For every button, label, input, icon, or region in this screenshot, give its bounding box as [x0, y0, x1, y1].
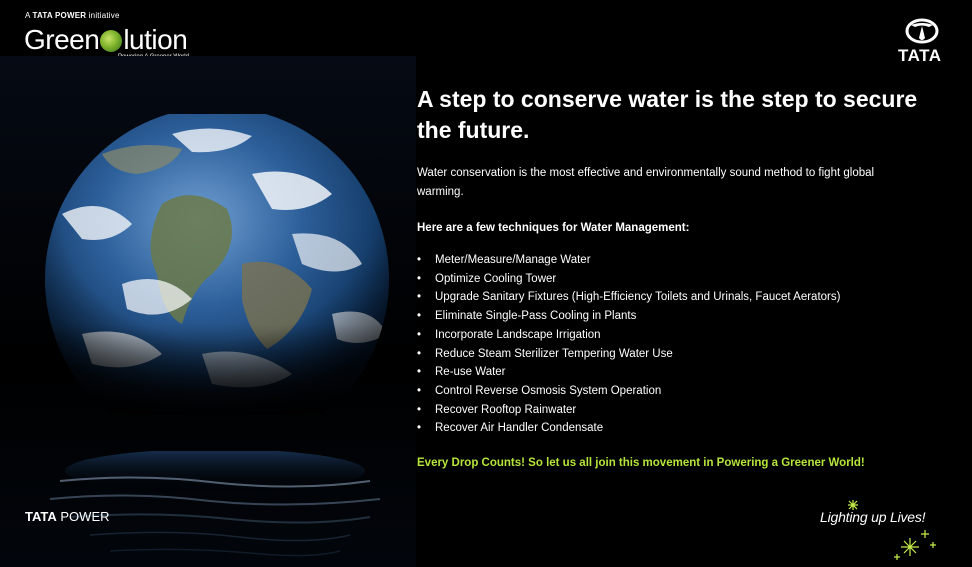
list-item	[417, 382, 840, 401]
initiative-prefix: A	[25, 11, 31, 20]
initiative-label	[25, 11, 120, 20]
bullet-icon: •	[417, 254, 422, 266]
earth-image-panel	[0, 56, 416, 567]
call-to-action: Every Drop Counts! So let us all join this movement in Powering a Greener World!	[417, 457, 865, 469]
tata-power-logo	[25, 509, 110, 524]
list-item-text: Optimize Cooling Tower	[435, 272, 557, 285]
initiative-suffix: initiative	[88, 11, 120, 20]
list-item-text: Recover Air Handler Condensate	[435, 422, 604, 435]
list-item	[417, 345, 840, 364]
initiative-brand: TATA POWER	[32, 11, 87, 20]
tata-power-bold: TATA	[25, 509, 57, 524]
list-item	[417, 326, 840, 345]
techniques-heading: Here are a few techniques for Water Management:	[417, 222, 690, 234]
tata-power-rest: POWER	[60, 509, 110, 524]
bullet-icon: •	[417, 403, 422, 416]
list-item	[417, 270, 840, 289]
techniques-list	[417, 251, 840, 438]
list-item-text: Re-use Water	[435, 366, 506, 379]
bullet-icon: •	[417, 310, 422, 323]
list-item-text: Upgrade Sanitary Fixtures (High-Efficiency Toilets and Urinals, Faucet Aerators)	[435, 291, 841, 304]
bullet-icon: •	[417, 291, 422, 304]
globe-icon	[100, 30, 122, 52]
logo-text-right: lution	[123, 24, 188, 55]
list-item-text: Reduce Steam Sterilizer Tempering Water Use	[435, 347, 673, 360]
bullet-icon: •	[417, 328, 422, 341]
list-item-text: Control Reverse Osmosis System Operation	[435, 384, 662, 397]
intro-text: Water conservation is the most effective and environmentally sound method to fight global warming.	[417, 167, 875, 198]
bullet-icon: •	[417, 272, 422, 285]
bullet-icon: •	[417, 366, 422, 379]
list-item	[417, 307, 840, 326]
list-item	[417, 401, 840, 420]
list-item	[417, 419, 840, 438]
list-item-text: Eliminate Single-Pass Cooling in Plants	[435, 310, 637, 323]
earth-image	[42, 114, 392, 414]
list-item-text: Meter/Measure/Manage Water	[435, 254, 591, 266]
bullet-icon: •	[417, 347, 422, 360]
list-item	[417, 363, 840, 382]
list-item	[417, 251, 840, 270]
list-item-text: Recover Rooftop Rainwater	[435, 403, 577, 416]
greenolution-logo	[24, 24, 187, 56]
bullet-icon: •	[417, 384, 422, 397]
lighting-slogan: Lighting up Lives!	[820, 509, 926, 525]
logo-text-left: Green	[24, 24, 100, 55]
bullet-icon: •	[417, 422, 422, 435]
tata-wordmark: TATA	[898, 46, 942, 65]
list-item	[417, 288, 840, 307]
tata-emblem-icon	[905, 18, 939, 44]
headline: A step to conserve water is the step to secure the future.	[417, 86, 918, 143]
list-item-text: Incorporate Landscape Irrigation	[435, 328, 601, 341]
